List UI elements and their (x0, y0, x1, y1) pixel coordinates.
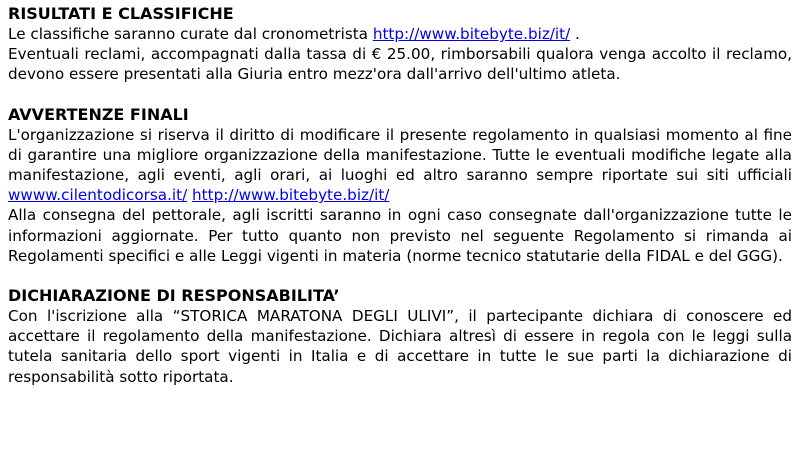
final-notes-text: L'organizzazione si riserva il diritto di modificare il presente regolamento in qualsiasi momento al fine di garantire una migliore organizzazione della manifestazione. Tutte le eventuali modifiche legate alla manifestazione, agli eventi, agli orari, ai luoghi ed altro saranno sempre riportate sui siti ufficiali (8, 125, 792, 185)
results-paragraph-2: Eventuali reclami, accompagnati dalla tassa di € 25.00, rimborsabili qualora venga accolto il reclamo, devono essere presentati alla Giuria entro mezz'ora dall'arrivo dell'ultimo atleta. (8, 45, 792, 84)
cilentodicorsa-link[interactable]: wwww.cilentodicorsa.it/ (8, 186, 188, 205)
section-title-liability: DICHIARAZIONE DI RESPONSABILITA’ (8, 286, 340, 306)
spacer (8, 85, 792, 105)
section-results (8, 4, 792, 85)
bitebyte-link[interactable]: http://www.bitebyte.biz/it/ (372, 25, 571, 43)
section-final-notes (8, 105, 792, 266)
final-notes-paragraph-2: Alla consegna del pettorale, agli iscritti saranno in ogni caso consegnate dall'organizzazione tutte le informazioni aggiornate. Per tutto quanto non previsto nel seguente Regolamento si rimanda ai Regolamenti specifici e alle Leggi vigenti in materia (norme tecnico statutarie della FIDAL e del GGG). (8, 206, 792, 265)
spacer (8, 266, 792, 286)
bitebyte-link-2[interactable]: http://www.bitebyte.biz/it/ (192, 186, 390, 205)
results-text-end: . (570, 25, 580, 43)
final-notes-paragraph-1 (8, 125, 792, 206)
results-paragraph-1 (8, 24, 792, 44)
liability-paragraph-1: Con l'iscrizione alla “STORICA MARATONA DEGLI ULIVI”, il partecipante dichiara di conoscere ed accettare il regolamento della manifestazione. Dichiara altresì di essere in regola con le leggi sulla tutela sanitaria dello sport vigenti in Italia e di accettare in tutte le sue parti la dichiarazione di responsabilità sotto riportata. (8, 307, 792, 386)
results-text: Le classifiche saranno curate dal cronometrista (8, 25, 373, 43)
section-title-final-notes: AVVERTENZE FINALI (8, 104, 189, 124)
section-liability (8, 286, 792, 387)
section-title-results: RISULTATI E CLASSIFICHE (8, 4, 234, 23)
